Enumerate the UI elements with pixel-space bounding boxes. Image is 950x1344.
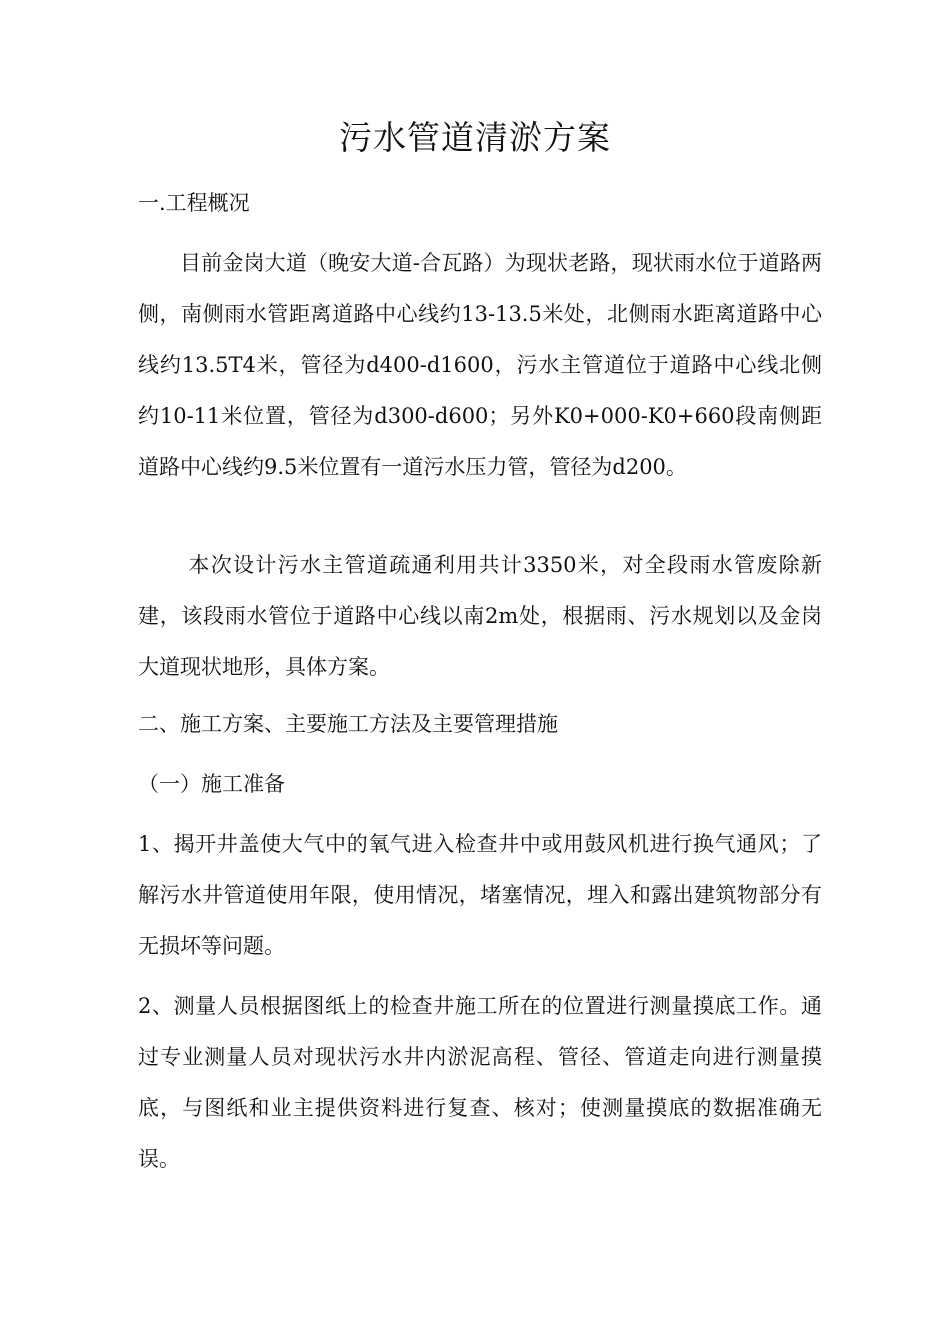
document-title: 污水管道清淤方案 xyxy=(339,118,611,157)
list-item-ventilation: 1、揭开井盖使大气中的氧气进入检查井中或用鼓风机进行换气通风；了解污水井管道使用年限，使用情况，堵塞情况，埋入和露出建筑物部分有无损坏等问题。 xyxy=(138,832,822,958)
paragraph-design-scope: 本次设计污水主管道疏通利用共计3350米，对全段雨水管废除新建，该段雨水管位于道路中心线以南2m处，根据雨、污水规划以及金岗大道现状地形，具体方案。 xyxy=(138,553,822,679)
subsection-heading-preparation: （一）施工准备 xyxy=(138,772,285,796)
section-heading-construction-plan: 二、施工方案、主要施工方法及主要管理措施 xyxy=(138,712,558,736)
section-heading-overview: 一.工程概况 xyxy=(138,191,250,215)
paragraph-project-overview: 目前金岗大道（晚安大道-合瓦路）为现状老路，现状雨水位于道路两侧，南侧雨水管距离道路中心线约13-13.5米处，北侧雨水距离道路中心线约13.5T4米，管径为d400-d1600，污水主管道位于道路中心线北侧约10-11米位置，管径为d300-d600；另外K0+000-K0+660段南侧距道路中心线约9.5米位置有一道污水压力管，管径为d200。 xyxy=(138,251,822,479)
list-item-survey: 2、测量人员根据图纸上的检查井施工所在的位置进行测量摸底工作。通过专业测量人员对现状污水井内淤泥高程、管径、管道走向进行测量摸底，与图纸和业主提供资料进行复查、核对；使测量摸底的数据准确无误。 xyxy=(138,994,822,1171)
